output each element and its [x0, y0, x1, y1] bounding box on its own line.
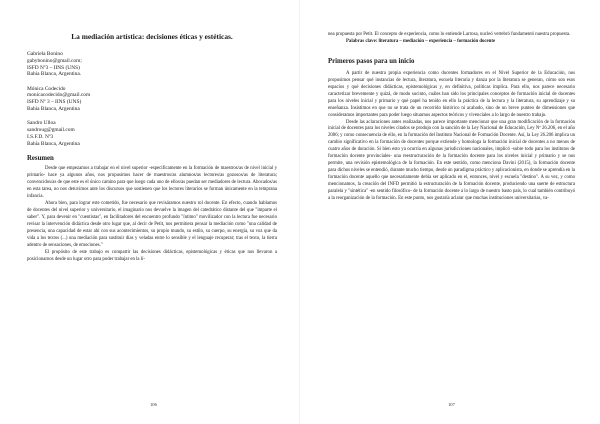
- page-number-right: 107: [448, 402, 455, 407]
- author-location: Bahía Blanca, Argentina.: [27, 71, 82, 78]
- right-column: [328, 32, 575, 203]
- page-number-left: 106: [150, 402, 157, 407]
- author-name: Gabriela Bonino: [27, 51, 63, 57]
- article-title: La mediación artística: decisiones éticas y estéticas.: [71, 32, 233, 41]
- author-institution: ISFD Nº 3 – IINS (UNS): [27, 99, 82, 106]
- paragraph: nea propuesta por Petit. El concepto de experiencia, como lo entiende Larrosa, nucleó vertebró fundamentó nuestra propuesta.: [328, 32, 571, 37]
- keywords-line: [328, 39, 575, 46]
- paragraph: Desde las aclaraciones antes realizadas, nos parece importante mencionar que una gran modificación de la formación inicial de docentes para los niveles citados se produjo con la sanción de la Ley Nacional de Educación, Ley Nº 26.206, en el año 2006; y como consecuencia de ello, en la formación del Instituto Nacional de Formación Docente. Así, la Ley 26.206 implica un cambio significativo en la formación de docentes porque extiende y homologa la formación inicial de docentes a no menos de cuatro años de duración. Si bien esto ya ocurría en algunas jurisdicciones nacionales, implicó -sobre todo para los institutos de formación docente provinciales- una reestructuración de la formación docente para los niveles inicial y primario y se nos permite, una revisión epistemológica de la formación. En este sentido, como menciona Davini (2015), la formación docente para dichos niveles se entendió, durante mucho tiempo, desde un paradigma práctico y aplicacionista, en donde se aprendía en la formación docente aquello que necesariamente debía ser aplicado en el, entonces, nivel y escuela "destino". A su vez, y como mencionamos, la creación del INFD permitió la estructuración de la formación docente, produciendo una suerte de estructura paralela y "sintética" -en sentido filosófico- de la formación docente a lo largo de nuestro basto país, lo cual también contribuyó a la reorganización de la formación. En este punto, nos gustaría aclarar que muchas instituciones universitarias, va-: [328, 119, 575, 202]
- author-email: gabybonino@gmail.com;: [27, 57, 82, 64]
- author-email: monicacodecido@gmail.com: [27, 92, 91, 99]
- keywords-label: Palabras clave:: [346, 38, 378, 44]
- author-location: Bahía Blanca, Argentina: [27, 140, 80, 147]
- author-institution: ISFD Nº3 – IINS (UNS): [27, 64, 80, 71]
- section-heading: Primeros pasos para un inicio: [328, 57, 415, 65]
- section-body: [328, 71, 575, 203]
- intro-continuation: [328, 32, 575, 39]
- author-block-1: [27, 51, 277, 78]
- author-email: sandroug@gmail.com: [27, 126, 75, 133]
- right-page: [300, 0, 600, 424]
- paragraph: El propósito de este trabajo es compartir las decisiones didácticas, epistemológicas y éticas que nos llevaron a posicionarnos desde un lugar otro para poder trabajar en la lí-: [27, 249, 277, 262]
- keywords-text: literatura – mediación – experiencia – formación docente: [378, 38, 496, 44]
- paragraph: Ahora bien, para lograr este cometido, fue necesario que revisáramos nuestro rol docente. En efecto, cuando hablamos de docentes del nivel superior y universitario, el imaginario nos devuelve la imagen del catedrático distante del que "imparte el saber". Y, para devenir en "cuentistas", en facilitadores del encuentro profundo "íntimo" movilizador con la lectura fue necesario revisar la intervención didáctica desde otro lugar que, al decir de Petit, nos permitiera pensar la mediación como "una calidad de presencia, una capacidad de estar ahí con sus acontecimientos, su propio mundo, su estilo, su cuerpo, su energía, su voz que da vida a los textos (...) una mediación para sustituir días y veladas entre lo sensible y el lenguaje recuperar; tras el texto, la tierra adentro de sensaciones, de emociones.": [27, 201, 277, 248]
- paragraph: Desde que empezamos a trabajar en el nivel superior -especificamente en la formación de maestros/as de nivel inicial y primario- hace ya algunos años, nos propusimos hacer de maestros/as alumnos/as lectores/as gozosos/as de literatura; convencidos/as de que este es el único camino para que luego cada uno de ellos/as puedan ser mediadores de lectura. Abocados/as en esta tarea, no nos detuvimos ante los discursos que sostienen que los lectores literarios se forman únicamente en la temprana infancia.: [27, 166, 277, 200]
- left-column: [27, 32, 277, 264]
- author-block-3: [27, 120, 277, 147]
- paragraph: A partir de nuestra propia experiencia como docentes formadores en el Nivel Superior de la Educación, nos propusimos pensar qué instancias de lectura, literatura, escuela literaria y danza por la literatura se generan, cómo son esos espacios y qué decisiones didácticas, epistemológicas y, en definitiva, políticas implica. Para ello, nos parece necesario caracterizar brevemente y quizá, de modo sucinto, cuáles han sido los principales conceptos de formación inicial de docentes para los niveles inicial y primario y qué papel ha tenido en ello la práctica de la lectura y la literatura, su aprendizaje y su enseñanza. Insistimos en que no se trata de un recorrido histórico ni acabado, sino de un breve punteo de dimensiones que consideramos importantes para poder luego situarnos aspectos teóricos y vivenciales a lo largo de nuestro trabajo.: [328, 70, 575, 118]
- author-location: Bahía Blanca, Argentina: [27, 105, 80, 112]
- resumen-heading: Resumen: [27, 155, 54, 163]
- resumen-body: [27, 166, 277, 263]
- author-block-2: [27, 86, 277, 113]
- author-institution: I.S.F.D. Nº3: [27, 133, 54, 140]
- author-name: Mónica Codecido: [27, 85, 66, 92]
- author-name: Sandro Ulloa: [27, 120, 56, 127]
